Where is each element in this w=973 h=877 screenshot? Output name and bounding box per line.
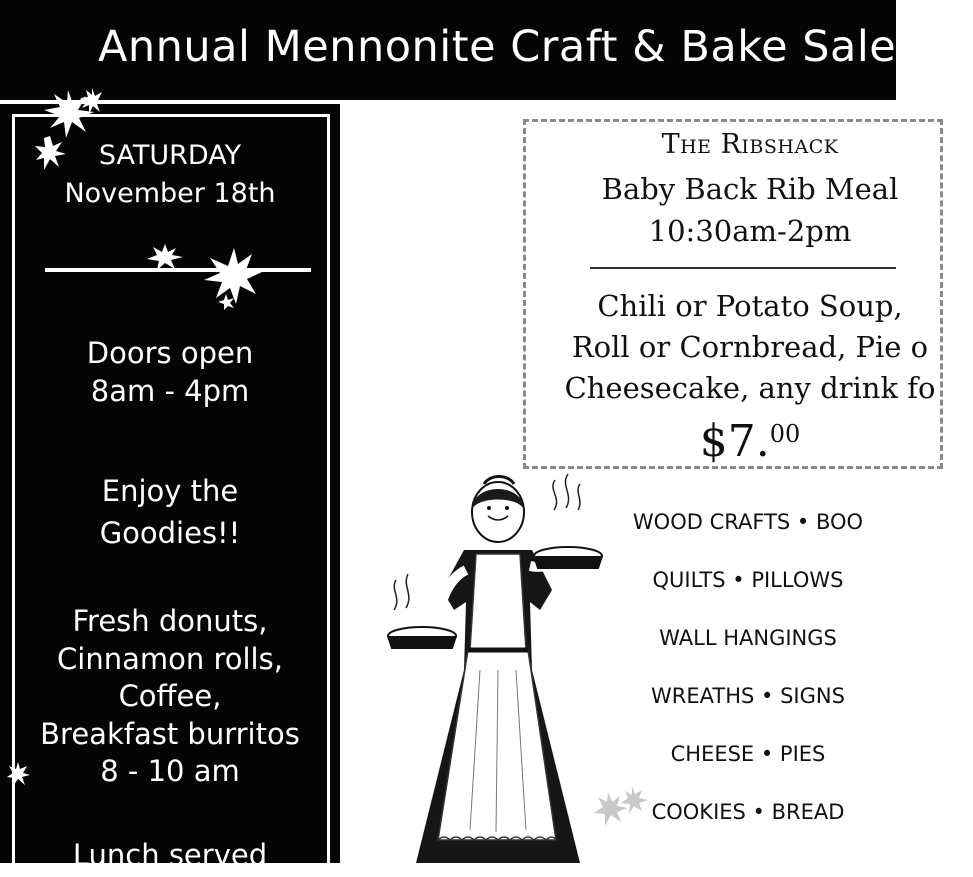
price-dollars: $7. <box>699 416 770 467</box>
item-line: COOKIES • BREAD <box>651 800 845 824</box>
leaf-icon <box>6 760 32 788</box>
breakfast-item: Breakfast burritos <box>40 716 300 751</box>
breakfast-time: 8 - 10 am <box>100 754 240 788</box>
leaf-icon <box>145 242 185 272</box>
hours-value: 8am - 4pm <box>90 374 250 408</box>
event-day: SATURDAY <box>98 140 242 171</box>
combo-line: Roll or Cornbread, Pie o <box>571 330 929 364</box>
ribshack-meal: Baby Back Rib Meal <box>601 172 899 206</box>
breakfast-item: Fresh donuts, <box>72 604 268 638</box>
item-line: QUILTS • PILLOWS <box>652 568 844 592</box>
page-title: Annual Mennonite Craft & Bake Sale <box>98 22 897 72</box>
item-line: WOOD CRAFTS • BOO <box>632 510 864 534</box>
breakfast-item: Coffee, <box>118 679 222 713</box>
item-line: CHEESE • PIES <box>670 742 826 766</box>
ribshack-time: 10:30am-2pm <box>648 214 852 248</box>
price-cents: 00 <box>769 420 801 448</box>
combo-line: Chili or Potato Soup, <box>597 289 903 323</box>
breakfast-item: Cinnamon rolls, <box>57 641 283 676</box>
breakfast-list <box>0 603 340 791</box>
item-line: WALL HANGINGS <box>659 626 837 650</box>
lunch-label: Lunch served <box>72 838 268 872</box>
leaf-icon <box>200 244 266 310</box>
illustration-baker-lady <box>380 470 610 863</box>
ribshack-divider <box>590 267 896 269</box>
meal-price <box>527 416 973 467</box>
leaf-icon <box>34 134 68 172</box>
goodies-line-2: Goodies!! <box>99 516 241 550</box>
combo-description <box>527 286 973 409</box>
combo-line: Cheesecake, any drink fo <box>564 371 936 405</box>
event-date: November 18th <box>64 178 276 209</box>
item-line: WREATHS • SIGNS <box>651 684 845 708</box>
title-banner <box>0 0 896 100</box>
ribshack-name: The Ribshack <box>661 129 839 160</box>
goodies-line-1: Enjoy the <box>101 474 239 508</box>
hours-label: Doors open <box>86 336 254 370</box>
